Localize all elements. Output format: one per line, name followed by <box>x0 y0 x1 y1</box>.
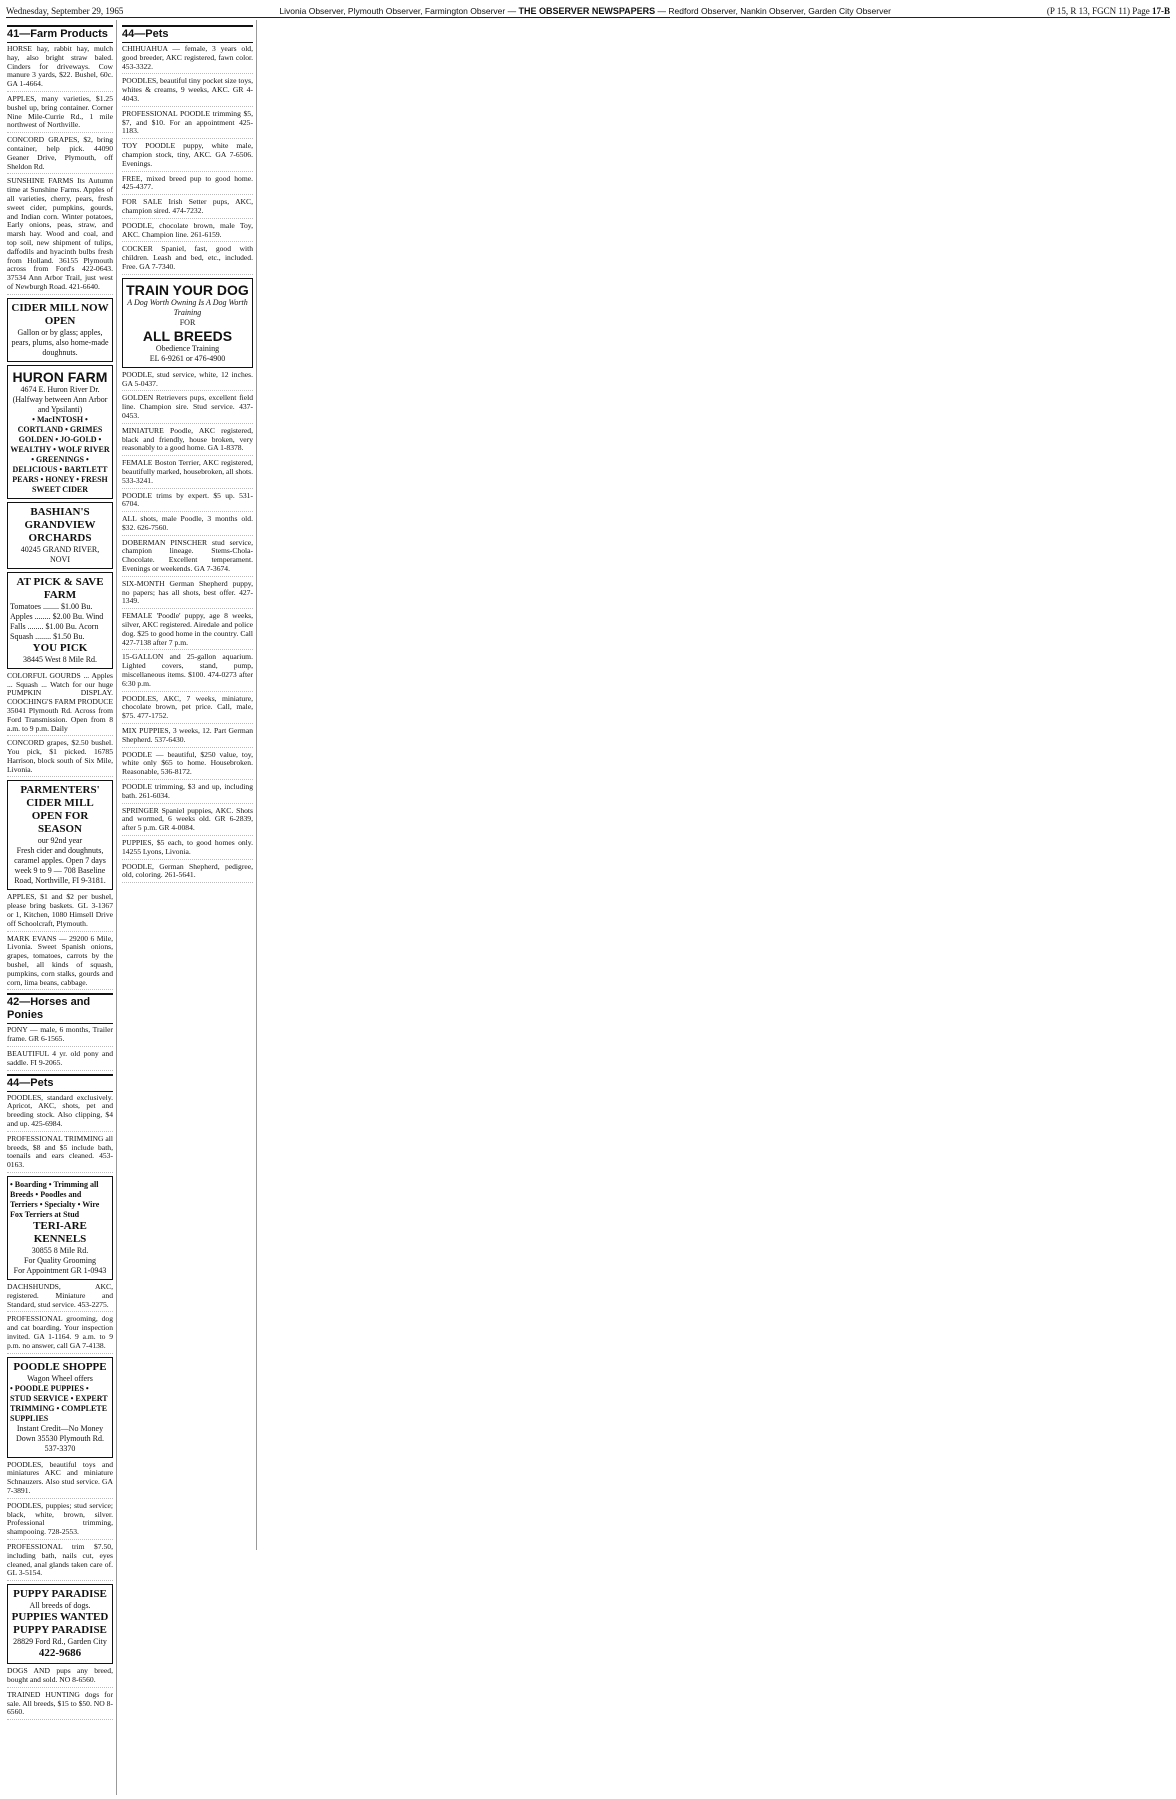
ad-phone: For Appointment GR 1-0943 <box>13 1266 107 1276</box>
page-number: 17-B <box>1152 5 1170 16</box>
classified-ad: SPRINGER Spaniel puppies, AKC. Shots and wormed, 6 weeks old. GR 6-2839, after 5 p.m. GR 4-0084. <box>122 807 253 836</box>
masthead-date: Wednesday, September 29, 1965 <box>6 5 124 16</box>
classified-ad: MIX PUPPIES, 3 weeks, 12. Part German Shepherd. 537-6430. <box>122 727 253 748</box>
classified-ad: PROFESSIONAL grooming, dog and cat boarding. Your inspection invited. GA 1-1164. 9 a.m. to 9 p.m. no answer, call GA 7-4138. <box>7 1315 113 1353</box>
classified-ad: POODLE trims by expert. $5 up. 531-6704. <box>122 492 253 513</box>
ad-address: 30855 8 Mile Rd. <box>31 1246 89 1256</box>
ad-phone: 422-9686 <box>38 1647 82 1660</box>
classified-ad: APPLES, $1 and $2 per bushel, please bring baskets. GL 3-1367 or 1, Kitchen, 1080 Himsell Drive off Schoolcraft, Plymouth. <box>7 893 113 931</box>
ad-address: 28829 Ford Rd., Garden City <box>13 1637 107 1647</box>
classified-ad: DACHSHUNDS, AKC, registered. Miniature and Standard, stud service. 453-2275. <box>7 1283 113 1312</box>
ad-title: TRAIN YOUR DOG <box>126 281 249 298</box>
display-ad-train-your-dog <box>122 278 253 368</box>
classified-ad: 15-GALLON and 25-gallon aquarium. Lighted covers, stand, pump, miscellaneous items. $100. 474-0273 after 6:30 p.m. <box>122 653 253 691</box>
ad-tagline: For Quality Grooming <box>24 1256 96 1266</box>
ad-body: Gallon or by glass; apples, pears, plums, also home-made doughnuts. <box>11 327 109 357</box>
ad-footer: Instant Credit—No Money Down 35530 Plymouth Rd. 537-3370 <box>15 1423 104 1453</box>
classified-ad: PROFESSIONAL POODLE trimming $5, $7, and $10. For an appointment 425-1183. <box>122 110 253 139</box>
classified-ad: TRAINED HUNTING dogs for sale. All breeds, $15 to $50. NO 8-6560. <box>7 1691 113 1720</box>
classified-ad: CONCORD grapes, $2.50 bushel. You pick, $1 picked. 16785 Harrison, block south of Six Mile, Livonia. <box>7 739 113 777</box>
section-header-pets: 44—Pets <box>7 1074 113 1092</box>
display-ad-cider-mill <box>7 298 113 362</box>
ad-title-2: PUPPY PARADISE <box>13 1624 107 1637</box>
ad-subtitle: ALL BREEDS <box>142 327 233 344</box>
classified-ad: POODLE trimming, $3 and up, including bath. 261-6034. <box>122 783 253 804</box>
ad-title: PUPPY PARADISE <box>13 1588 107 1601</box>
edition-code: (P 15, R 13, FGCN 11) <box>1046 5 1130 16</box>
ad-phone: EL 6-9261 or 476-4900 <box>149 353 226 363</box>
ad-address: 38445 West 8 Mile Rd. <box>22 654 98 664</box>
classified-ad: CONCORD GRAPES, $2, bring container, help pick. 44090 Geaner Drive, Plymouth, off Sheldon Rd. <box>7 136 113 174</box>
classified-ad: POODLE, stud service, white, 12 inches. GA 5-0437. <box>122 371 253 392</box>
ad-body: Obedience Training <box>155 343 220 353</box>
classified-ad: PONY — male, 6 months, Trailer frame. GR 6-1565. <box>7 1026 113 1047</box>
ad-address: 40245 GRAND RIVER, NOVI <box>20 544 100 564</box>
ad-body: • POODLE PUPPIES • STUD SERVICE • EXPERT TRIMMING • COMPLETE SUPPLIES <box>10 1383 108 1423</box>
classified-ad: MINIATURE Poodle, AKC registered, black and friendly, house broken, very reasonably to a good home. GA 1-8378. <box>122 427 253 456</box>
section-header-farm-products: 41—Farm Products <box>7 25 113 43</box>
section-header-horses: 42—Horses and Ponies <box>7 993 113 1024</box>
classified-ad: GOLDEN Retrievers pups, excellent field line. Champion sire. Stud service. 437-0453. <box>122 394 253 423</box>
ad-subtitle: YOU PICK <box>32 641 88 654</box>
masthead-papers-right: Redford Observer, Nankin Observer, Garden City Observer <box>668 5 891 16</box>
classified-ad: DOBERMAN PINSCHER stud service, champion lineage. Stems-Chola-Chocolate. Excellent temperament. Evenings or weekends. GA 7-3674. <box>122 539 253 577</box>
classified-ad: TOY POODLE puppy, white male, champion stock, tiny, AKC. GA 7-6506. Evenings. <box>122 142 253 171</box>
display-ad-puppy-paradise <box>7 1584 113 1664</box>
masthead-papers-left: Livonia Observer, Plymouth Observer, Farmington Observer <box>279 5 506 16</box>
ad-title: BASHIAN'S <box>30 505 90 518</box>
display-ad-teri-are-kennels <box>7 1176 113 1280</box>
classified-ad: POODLE — beautiful, $250 value, toy, white only $65 to home. Housebroken. Reasonable, 536-8172. <box>122 751 253 780</box>
display-ad-parmenters <box>7 780 113 890</box>
ad-subtitle: OPEN FOR SEASON <box>31 810 89 836</box>
ad-body: Fresh cider and doughnuts, caramel apples. Open 7 days week 9 to 9 — 708 Baseline Road, Northville, FI 9-3181. <box>14 846 106 886</box>
ad-title: POODLE SHOPPE <box>13 1360 107 1373</box>
classified-ad: APPLES, many varieties, $1.25 bushel up, bring container. Corner Nine Mile-Currie Rd., 1 mile northwest of Northville. <box>7 95 113 133</box>
page-label: Page <box>1132 5 1150 16</box>
classified-ad: POODLES, beautiful tiny pocket size toys, whites & creams, 9 weeks, AKC. GR 4-4043. <box>122 77 253 106</box>
ad-subtitle: GRANDVIEW ORCHARDS <box>24 518 96 544</box>
ad-title: TERI-ARE KENNELS <box>33 1220 87 1246</box>
ad-title: AT PICK & SAVE FARM <box>16 575 104 601</box>
classified-ad: FOR SALE Irish Setter pups, AKC, champion sired. 474-7232. <box>122 198 253 219</box>
classified-ad: POODLE, German Shepherd, pedigree, old, coloring. 261-5641. <box>122 863 253 884</box>
masthead-network: THE OBSERVER NEWSPAPERS <box>518 5 656 16</box>
ad-for: FOR <box>179 317 196 327</box>
ad-title: HURON FARM <box>12 368 108 385</box>
classified-ad: POODLES, standard exclusively. Apricot, AKC, shots, pet and breeding stock. Also clipping, $4 and up. 425-6984. <box>7 1094 113 1132</box>
classified-ad: FEMALE 'Poodle' puppy, age 8 weeks, silver, AKC registered. Airedale and police dog. $25 to good home in the country. Call 427-7138 after 7 p.m. <box>122 612 253 650</box>
display-ad-bashians <box>7 502 113 569</box>
display-ad-huron-farm <box>7 365 113 499</box>
ad-tagline: our 92nd year <box>37 836 83 846</box>
classified-ad: FREE, mixed breed pup to good home. 425-4377. <box>122 175 253 196</box>
masthead-center: Livonia Observer, Plymouth Observer, Farmington Observer — THE OBSERVER NEWSPAPERS — Redford Observer, Nankin Observer, Garden City Observer <box>279 5 891 16</box>
ad-title: CIDER MILL NOW OPEN <box>11 301 109 327</box>
classified-ad: MARK EVANS — 29200 6 Mile, Livonia. Sweet Spanish onions, grapes, tomatoes, carrots by the bushel, all kinds of squash, pumpkins, corn stalks, gourds and corn, lima beans, cabbage. <box>7 935 113 991</box>
classified-ad: DOGS AND pups any breed, bought and sold. NO 8-6560. <box>7 1667 113 1688</box>
classified-ad: POODLES, puppies; stud service; black, white, brown, silver. Professional trimming, shampooing. 728-2553. <box>7 1502 113 1540</box>
ad-body: • Boarding • Trimming all Breeds • Poodles and Terriers • Specialty • Wire Fox Terriers at Stud <box>10 1180 100 1220</box>
ad-address: 4674 E. Huron River Dr. <box>20 384 100 394</box>
classified-ad: COLORFUL GOURDS ... Apples ... Squash ... Watch for our huge PUMPKIN DISPLAY. COOCHING'S FARM PRODUCE 35041 Plymouth Rd. Across from Ford Transmission. Open from 8 a.m. to 9 p.m. Daily <box>7 672 113 737</box>
masthead <box>6 4 1170 18</box>
classified-ad: FEMALE Boston Terrier, AKC registered, beautifully marked, housebroken, all shots. 533-3241. <box>122 459 253 488</box>
display-ad-poodle-shoppe <box>7 1357 113 1458</box>
section-header-pets-2: 44—Pets <box>122 25 253 43</box>
classified-ad: POODLES, AKC, 7 weeks, miniature, chocolate brown, pet price. Call, male, $75. 477-1752. <box>122 695 253 724</box>
column-2 <box>119 20 257 1550</box>
classified-columns <box>4 20 1172 1795</box>
classified-ad: PUPPIES, $5 each, to good homes only. 14255 Lyons, Livonia. <box>122 839 253 860</box>
classified-ad: HORSE hay, rabbit hay, mulch hay, also bright straw baled. Cinders for driveways. Cow manure 3 yards, $22. Bushel, 60c. GA 1-4664. <box>7 45 113 92</box>
classified-ad: SUNSHINE FARMS Its Autumn time at Sunshine Farms. Apples of all varieties, cherry, pears, fresh sweet cider, pumpkins, gourds, and Indian corn. Winter potatoes, Early onions, peas, straw, and marsh hay. Wood and coal, and top soil, new shipment of tulips, daffodils and hyacinth bulbs fresh from Holland. 36155 Plymouth across from Ford's 422-0643. 37534 Ann Arbor Trail, just west of Newburgh Road. 421-6640. <box>7 177 113 294</box>
ad-body: • MacINTOSH • CORTLAND • GRIMES GOLDEN • JO-GOLD • WEALTHY • WOLF RIVER • GREENINGS • DELICIOUS • BARTLETT PEARS • HONEY • FRESH SWEET CIDER <box>10 414 110 494</box>
column-1 <box>4 20 117 1795</box>
classified-ad: ALL shots, male Poodle, 3 months old. $32. 626-7560. <box>122 515 253 536</box>
classified-ad: CHIHUAHUA — female, 3 years old, good breeder, AKC registered, fawn color. 453-3322. <box>122 45 253 74</box>
classified-ad: PROFESSIONAL TRIMMING all breeds, $8 and $5 include bath, toenails and ears cleaned. 453-0163. <box>7 1135 113 1173</box>
display-ad-pick-save <box>7 572 113 669</box>
classified-ad: POODLES, beautiful toys and miniatures AKC and miniature Schnauzers. Also stud service. GA 7-3891. <box>7 1461 113 1499</box>
ad-subtitle: PUPPIES WANTED <box>11 1611 109 1624</box>
masthead-edition <box>1047 6 1170 16</box>
ad-subtitle: Wagon Wheel offers <box>27 1373 93 1383</box>
ad-tagline: A Dog Worth Owning Is A Dog Worth Training <box>127 297 248 317</box>
ad-directions: (Halfway between Ann Arbor and Ypsilanti) <box>12 394 108 414</box>
classified-ad: POODLE, chocolate brown, male Toy, AKC. Champion line. 261-6159. <box>122 222 253 243</box>
classified-ad: SIX-MONTH German Shepherd puppy, no papers; has all shots, best offer. 427-1349. <box>122 580 253 609</box>
ad-body: Tomatoes ........ $1.00 Bu. Apples ........ $2.00 Bu. Wind Falls ........ $1.00 Bu. Acorn Squash ........ $1.50 Bu. <box>10 601 104 641</box>
classified-ad: COCKER Spaniel, fast, good with children. Leash and bed, etc., included. Free. GA 7-7340. <box>122 245 253 274</box>
ad-body: All breeds of dogs. <box>29 1601 91 1611</box>
ad-title: PARMENTERS' CIDER MILL <box>20 784 100 810</box>
classified-ad: BEAUTIFUL 4 yr. old pony and saddle. FI 9-2065. <box>7 1050 113 1071</box>
classified-ad: PROFESSIONAL trim $7.50, including bath, nails cut, eyes cleaned, anal glands taken care of. GL 3-5154. <box>7 1543 113 1581</box>
